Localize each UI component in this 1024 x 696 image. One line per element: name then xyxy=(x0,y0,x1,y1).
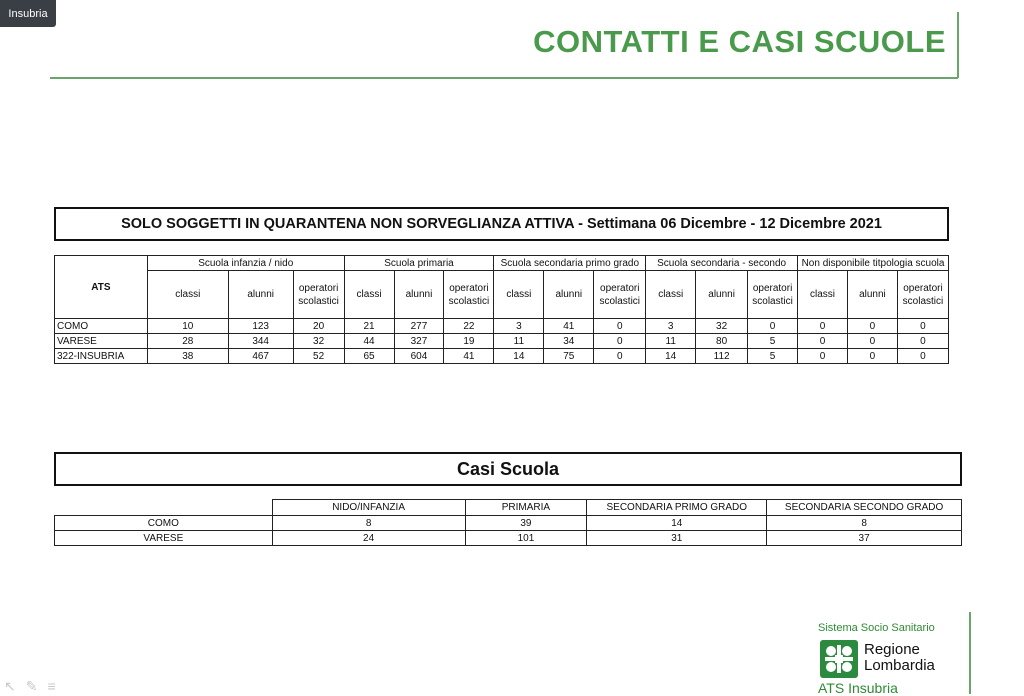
cell: 75 xyxy=(544,349,594,364)
cell: 123 xyxy=(228,319,293,334)
sub-header: operatori scolastici xyxy=(444,271,494,319)
row-label: VARESE xyxy=(55,531,273,546)
pointer-icon[interactable]: ↖ xyxy=(4,678,16,694)
cell: 8 xyxy=(767,516,962,531)
cell: 20 xyxy=(293,319,344,334)
sub-header: alunni xyxy=(544,271,594,319)
cell: 65 xyxy=(344,349,394,364)
group-header: Scuola primaria xyxy=(344,256,494,271)
cell: 467 xyxy=(228,349,293,364)
quarantine-table xyxy=(54,255,949,364)
slide-title: CONTATTI E CASI SCUOLE xyxy=(533,24,946,59)
cell: 22 xyxy=(444,319,494,334)
table-row xyxy=(55,531,962,546)
cell: 52 xyxy=(293,349,344,364)
cell: 37 xyxy=(767,531,962,546)
table-row xyxy=(55,319,949,334)
row-label: COMO xyxy=(55,319,148,334)
table-row xyxy=(55,334,949,349)
cell: 0 xyxy=(798,349,848,364)
group-header: Scuola secondaria primo grado xyxy=(494,256,646,271)
cell: 3 xyxy=(494,319,544,334)
sub-header: operatori scolastici xyxy=(293,271,344,319)
cell: 277 xyxy=(394,319,444,334)
row-label: VARESE xyxy=(55,334,148,349)
cell: 14 xyxy=(646,349,696,364)
column-header: PRIMARIA xyxy=(465,500,587,516)
sub-header: classi xyxy=(798,271,848,319)
sub-header: classi xyxy=(646,271,696,319)
cell: 41 xyxy=(444,349,494,364)
row-label: COMO xyxy=(55,516,273,531)
table-row xyxy=(55,516,962,531)
cell: 11 xyxy=(494,334,544,349)
cell: 34 xyxy=(544,334,594,349)
cell: 344 xyxy=(228,334,293,349)
cell: 0 xyxy=(897,349,948,364)
cell: 32 xyxy=(293,334,344,349)
cell: 0 xyxy=(847,319,897,334)
cases-table-title: Casi Scuola xyxy=(54,452,962,486)
cell: 3 xyxy=(646,319,696,334)
cell: 10 xyxy=(147,319,228,334)
cell: 0 xyxy=(748,319,798,334)
table-row xyxy=(55,349,949,364)
column-header: NIDO/INFANZIA xyxy=(272,500,465,516)
logo-subtitle: Sistema Socio Sanitario xyxy=(818,622,935,634)
cell: 14 xyxy=(587,516,767,531)
cell: 0 xyxy=(847,334,897,349)
cell: 32 xyxy=(696,319,748,334)
cell: 5 xyxy=(748,349,798,364)
sub-header: operatori scolastici xyxy=(594,271,646,319)
cell: 101 xyxy=(465,531,587,546)
cell: 80 xyxy=(696,334,748,349)
sub-header: classi xyxy=(494,271,544,319)
sub-header: alunni xyxy=(394,271,444,319)
cell: 31 xyxy=(587,531,767,546)
quarantine-table-title: SOLO SOGGETTI IN QUARANTENA NON SORVEGLIANZA ATTIVA - Settimana 06 Dicembre - 12 Dicembre 2021 xyxy=(54,207,949,241)
sub-header: operatori scolastici xyxy=(748,271,798,319)
group-header: Non disponibile titpologia scuola xyxy=(798,256,949,271)
logo-divider xyxy=(969,612,971,694)
presentation-toolbar xyxy=(4,678,56,695)
cell: 0 xyxy=(897,319,948,334)
cell: 8 xyxy=(272,516,465,531)
regione-lombardia-logo-icon xyxy=(820,640,858,678)
menu-icon[interactable]: ≡ xyxy=(47,678,56,694)
blank-header xyxy=(55,500,273,516)
cell: 0 xyxy=(847,349,897,364)
cell: 19 xyxy=(444,334,494,349)
cell: 5 xyxy=(748,334,798,349)
cell: 0 xyxy=(594,319,646,334)
cell: 0 xyxy=(798,319,848,334)
logo-ats: ATS Insubria xyxy=(818,680,898,696)
sub-header: classi xyxy=(147,271,228,319)
column-header: SECONDARIA SECONDO GRADO xyxy=(767,500,962,516)
cell: 41 xyxy=(544,319,594,334)
cell: 604 xyxy=(394,349,444,364)
group-header: Scuola secondaria - secondo xyxy=(646,256,798,271)
cell: 11 xyxy=(646,334,696,349)
cell: 24 xyxy=(272,531,465,546)
row-label: 322-INSUBRIA xyxy=(55,349,148,364)
cell: 14 xyxy=(494,349,544,364)
sub-header: alunni xyxy=(696,271,748,319)
group-header: Scuola infanzia / nido xyxy=(147,256,344,271)
sub-header: operatori scolastici xyxy=(897,271,948,319)
cell: 44 xyxy=(344,334,394,349)
cell: 0 xyxy=(897,334,948,349)
cell: 0 xyxy=(798,334,848,349)
cell: 21 xyxy=(344,319,394,334)
cases-table xyxy=(54,499,962,546)
ats-header: ATS xyxy=(55,256,148,319)
sub-header: alunni xyxy=(228,271,293,319)
title-divider xyxy=(957,12,959,78)
cell: 112 xyxy=(696,349,748,364)
window-tab[interactable]: Insubria xyxy=(0,0,56,27)
cell: 0 xyxy=(594,349,646,364)
pen-icon[interactable]: ✎ xyxy=(25,678,38,694)
cell: 327 xyxy=(394,334,444,349)
sub-header: classi xyxy=(344,271,394,319)
cell: 39 xyxy=(465,516,587,531)
column-header: SECONDARIA PRIMO GRADO xyxy=(587,500,767,516)
logo-name: Regione Lombardia xyxy=(864,641,935,674)
cell: 0 xyxy=(594,334,646,349)
cell: 38 xyxy=(147,349,228,364)
sub-header: alunni xyxy=(847,271,897,319)
cell: 28 xyxy=(147,334,228,349)
title-underline xyxy=(50,77,958,79)
